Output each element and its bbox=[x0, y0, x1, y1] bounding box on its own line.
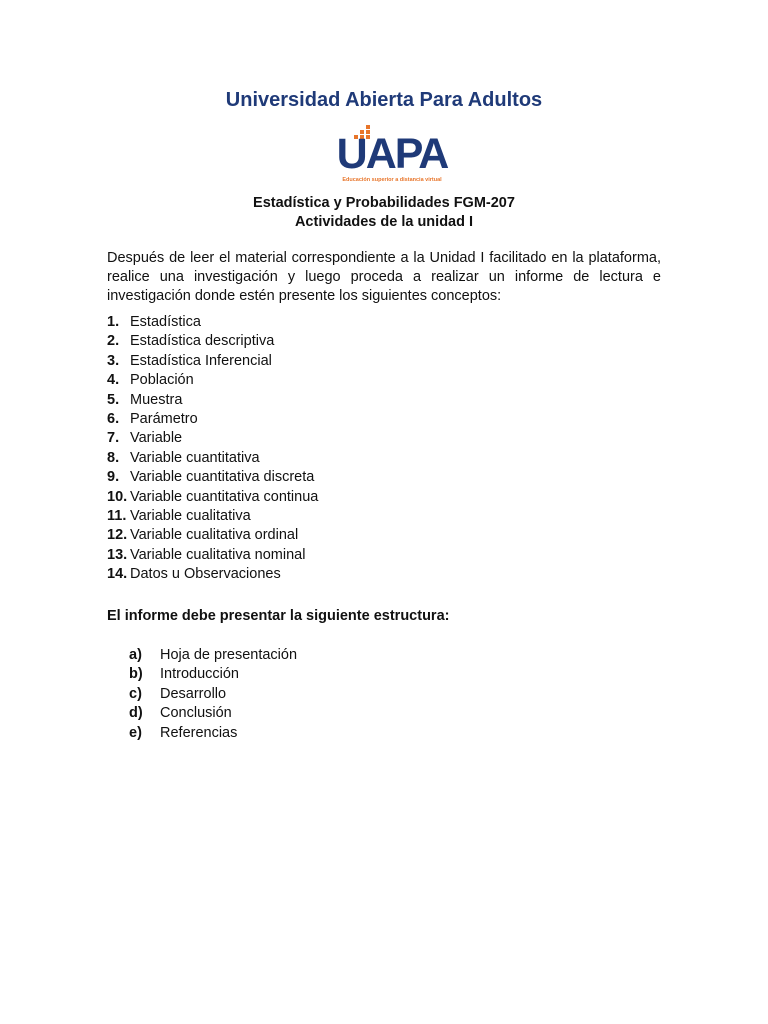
list-item bbox=[129, 646, 529, 665]
course-name: Estadística y Probabilidades FGM-207 bbox=[253, 195, 515, 211]
list-item-text: Variable cualitativa bbox=[130, 507, 251, 524]
list-item-number: 10. bbox=[107, 488, 128, 505]
unit-activities-title: Actividades de la unidad I bbox=[294, 214, 474, 230]
list-item-text: Hoja de presentación bbox=[160, 647, 298, 663]
list-item bbox=[107, 546, 661, 565]
list-item bbox=[107, 352, 661, 371]
list-item-number: c) bbox=[129, 685, 142, 702]
list-item bbox=[107, 313, 661, 332]
list-item-number: 11. bbox=[107, 507, 127, 524]
list-item-number: b) bbox=[129, 666, 143, 683]
course-heading bbox=[0, 194, 768, 232]
list-item-text: Variable cuantitativa discreta bbox=[130, 469, 315, 486]
list-item bbox=[107, 526, 661, 545]
list-item-text: Variable cualitativa nominal bbox=[130, 546, 306, 563]
list-item-number: 9. bbox=[107, 469, 120, 486]
list-item bbox=[107, 488, 661, 507]
concepts-list bbox=[107, 313, 661, 584]
list-item-text: Estadística Inferencial bbox=[130, 352, 272, 369]
list-item-text: Introducción bbox=[160, 666, 239, 683]
logo-square-icon bbox=[366, 125, 370, 129]
logo-tagline: Educación superior a distancia virtual bbox=[342, 177, 442, 183]
list-item bbox=[107, 332, 661, 351]
list-item bbox=[107, 449, 661, 468]
uapa-logo bbox=[332, 122, 452, 188]
list-item-number: 2. bbox=[107, 333, 120, 350]
list-item-number: 8. bbox=[107, 449, 120, 466]
list-item-text: Datos u Observaciones bbox=[130, 566, 281, 583]
list-item bbox=[129, 724, 529, 743]
list-item-text: Estadística descriptiva bbox=[130, 333, 275, 350]
list-item bbox=[107, 391, 661, 410]
list-item-number: 6. bbox=[107, 410, 120, 427]
list-item-number: e) bbox=[129, 724, 142, 741]
structure-heading: El informe debe presentar la siguiente estructura: bbox=[107, 608, 450, 624]
list-item-number: a) bbox=[129, 647, 142, 663]
list-item-text: Desarrollo bbox=[160, 685, 227, 702]
list-item-number: 7. bbox=[107, 430, 120, 447]
list-item-number: 14. bbox=[107, 566, 128, 583]
logo-wordmark: UAPA bbox=[336, 130, 448, 178]
list-item-text: Referencias bbox=[160, 724, 238, 741]
list-item bbox=[107, 429, 661, 448]
list-item bbox=[107, 565, 661, 584]
list-item-text: Variable bbox=[130, 430, 183, 447]
list-item-text: Variable cuantitativa bbox=[130, 449, 260, 466]
list-item bbox=[107, 410, 661, 429]
list-item-number: 3. bbox=[107, 352, 120, 369]
list-item bbox=[107, 468, 661, 487]
list-item-number: 13. bbox=[107, 546, 128, 563]
intro-paragraph: Después de leer el material correspondiente a la Unidad I facilitado en la plataforma, realice una investigación y luego proceda a realizar un informe de lectura e investigación donde estén presente los siguientes conceptos: bbox=[107, 250, 661, 304]
list-item-number: 1. bbox=[107, 314, 120, 330]
list-item bbox=[107, 507, 661, 526]
list-item-text: Estadística bbox=[130, 314, 201, 330]
university-title: Universidad Abierta Para Adultos bbox=[225, 89, 543, 111]
list-item-text: Muestra bbox=[130, 391, 183, 408]
list-item-number: d) bbox=[129, 705, 143, 722]
list-item-text: Variable cuantitativa continua bbox=[130, 488, 319, 505]
list-item-text: Parámetro bbox=[130, 410, 198, 427]
list-item-number: 5. bbox=[107, 391, 120, 408]
list-item-text: Conclusión bbox=[160, 705, 232, 722]
structure-list bbox=[129, 646, 529, 743]
list-item bbox=[129, 665, 529, 684]
list-item-number: 4. bbox=[107, 372, 120, 389]
list-item bbox=[129, 685, 529, 704]
list-item-text: Población bbox=[130, 372, 194, 389]
list-item bbox=[129, 704, 529, 723]
list-item bbox=[107, 371, 661, 390]
list-item-number: 12. bbox=[107, 527, 128, 544]
list-item-text: Variable cualitativa ordinal bbox=[130, 527, 299, 544]
